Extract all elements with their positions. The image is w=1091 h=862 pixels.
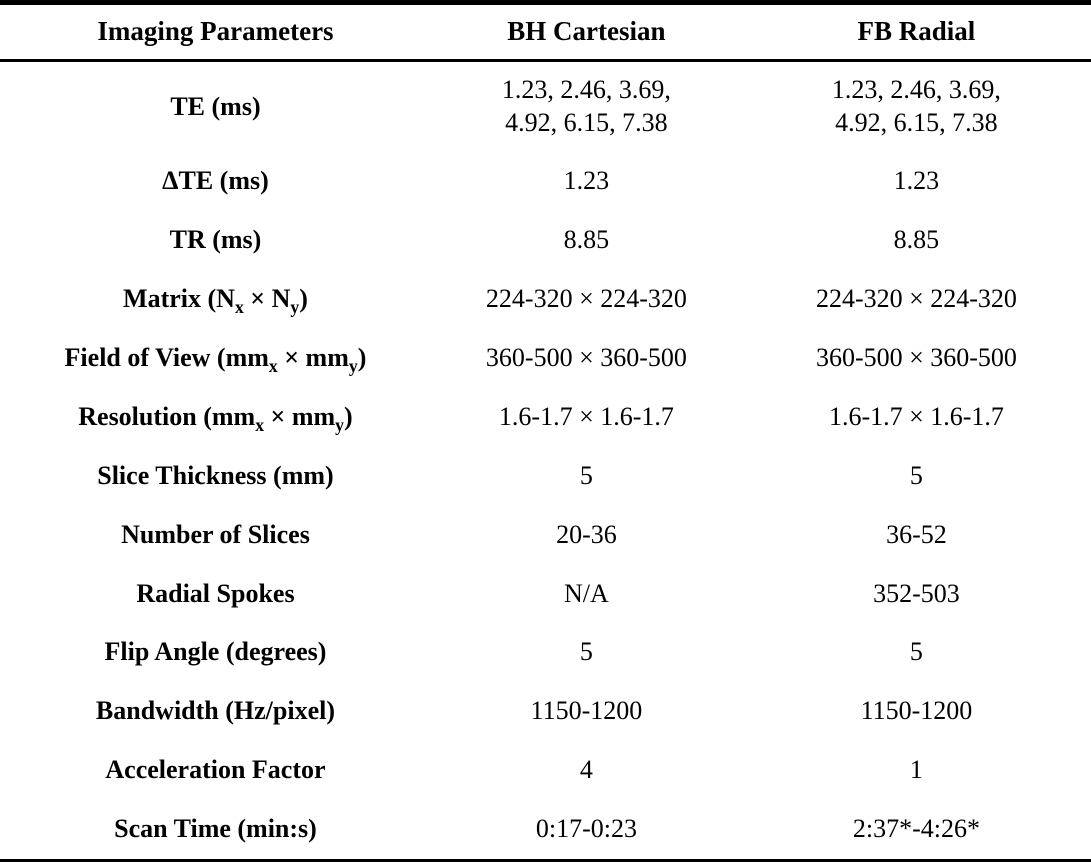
table-row (0, 211, 1091, 270)
table-row (0, 447, 1091, 506)
value-cell: 224-320 × 224-320 (485, 284, 687, 314)
header-row (0, 5, 1091, 60)
value-cell: 1150-1200 (860, 696, 973, 726)
value-cell: 1.6-1.7 × 1.6-1.7 (828, 401, 1004, 431)
value-cell: 1 (909, 755, 923, 785)
table-row (0, 505, 1091, 564)
param-cell: ΔTE (ms) (162, 166, 269, 196)
value-cell: 36-52 (886, 519, 947, 549)
param-cell: TE (ms) (170, 91, 261, 121)
table-row (0, 329, 1091, 388)
table-row (0, 682, 1091, 741)
param-cell: Acceleration Factor (105, 755, 326, 785)
value-cell: 1.23, 2.46, 3.69, 4.92, 6.15, 7.38 (831, 75, 1001, 137)
value-cell: 0:17-0:23 (535, 814, 637, 844)
column-header-imaging-parameters: Imaging Parameters (97, 16, 334, 47)
param-cell: Matrix $(N_x \times N_y)$ (123, 284, 308, 318)
param-cell: Flip Angle (degrees) (104, 637, 327, 667)
value-cell: 1.6-1.7 × 1.6-1.7 (498, 401, 674, 431)
value-cell: 20-36 (556, 519, 617, 549)
value-cell: N/A (564, 578, 609, 608)
table-row (0, 60, 1091, 152)
table-row (0, 152, 1091, 211)
param-cell: Resolution $(mm_x \times mm_y)$ (78, 401, 353, 436)
table-row (0, 564, 1091, 623)
parameters-table (0, 5, 1091, 859)
table-row (0, 388, 1091, 447)
value-cell: 360-500 × 360-500 (485, 342, 687, 372)
value-cell: 5 (579, 460, 593, 490)
table-row (0, 741, 1091, 800)
value-cell: 1.23, 2.46, 3.69, 4.92, 6.15, 7.38 (501, 75, 671, 137)
param-cell: Bandwidth (Hz/pixel) (95, 696, 336, 726)
value-cell: 5 (579, 637, 593, 667)
value-cell: 5 (909, 460, 923, 490)
param-cell: Scan Time (min:s) (114, 814, 317, 844)
table-row (0, 270, 1091, 329)
table-row (0, 800, 1091, 859)
value-cell: 8.85 (893, 225, 940, 255)
value-cell: 224-320 × 224-320 (815, 284, 1017, 314)
value-cell: 4 (579, 755, 593, 785)
value-cell: 360-500 × 360-500 (815, 342, 1017, 372)
table-body (0, 60, 1091, 859)
value-cell: 2:37*-4:26* (852, 814, 980, 844)
param-cell: Field of View $(mm_x \times mm_y)$ (64, 342, 367, 377)
column-header-bh-cartesian: BH Cartesian (507, 16, 666, 47)
value-cell: 1.23 (563, 166, 610, 196)
table-row (0, 623, 1091, 682)
param-cell: Radial Spokes (136, 578, 295, 608)
value-cell: 1150-1200 (530, 696, 643, 726)
value-cell: 1.23 (893, 166, 940, 196)
param-cell: Slice Thickness (mm) (97, 460, 334, 490)
param-cell: TR (ms) (169, 225, 262, 255)
value-cell: 8.85 (563, 225, 610, 255)
column-header-fb-radial: FB Radial (857, 16, 976, 47)
value-cell: 352-503 (873, 578, 960, 608)
value-cell: 5 (909, 637, 923, 667)
param-cell: Number of Slices (121, 519, 310, 549)
